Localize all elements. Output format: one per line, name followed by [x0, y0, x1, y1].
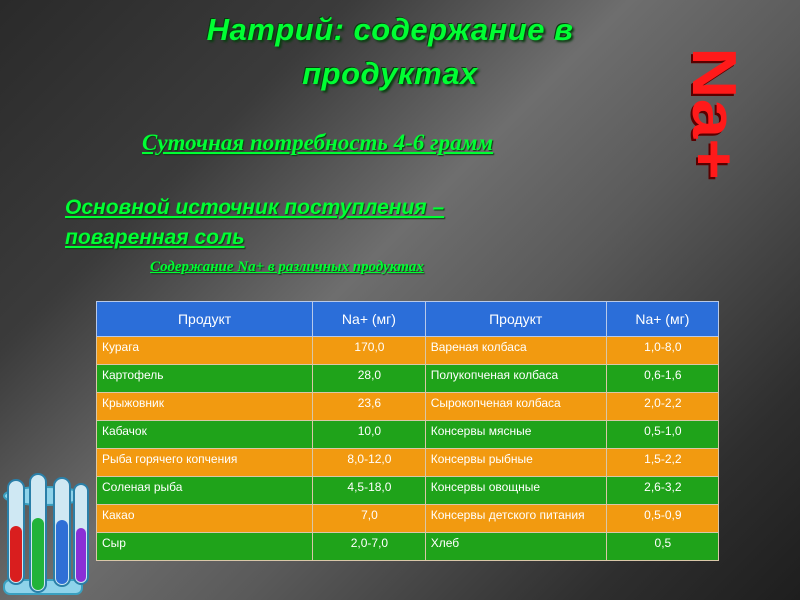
- table-caption: Содержание Na+ в различных продуктах: [150, 259, 424, 275]
- product-cell: Консервы рыбные: [425, 449, 606, 477]
- header-product-1: Продукт: [97, 302, 313, 337]
- product-cell: Рыба горячего копчения: [97, 449, 313, 477]
- tube-red-liquid: [10, 526, 22, 582]
- na-value-cell: 170,0: [313, 337, 426, 365]
- na-value-cell: 0,5: [606, 533, 718, 561]
- na-value-cell: 23,6: [313, 393, 426, 421]
- header-na-1: Na+ (мг): [313, 302, 426, 337]
- product-cell: Какао: [97, 505, 313, 533]
- tube-blue-liquid: [56, 520, 68, 584]
- product-cell: Сыр: [97, 533, 313, 561]
- na-value-cell: 0,5-0,9: [606, 505, 718, 533]
- na-logo: [664, 46, 764, 180]
- daily-need-text: Суточная потребность 4-6 грамм: [142, 130, 494, 155]
- header-product-2: Продукт: [425, 302, 606, 337]
- product-cell: Крыжовник: [97, 393, 313, 421]
- product-cell: Картофель: [97, 365, 313, 393]
- table-row: [97, 449, 719, 477]
- na-value-cell: 1,0-8,0: [606, 337, 718, 365]
- main-source-line-2: поваренная соль: [65, 226, 245, 249]
- na-logo-text: Na+: [679, 46, 749, 180]
- product-cell: Курага: [97, 337, 313, 365]
- table-row: [97, 533, 719, 561]
- title-line-1: Натрий: содержание в: [206, 12, 574, 47]
- tube-green-liquid: [32, 518, 44, 590]
- sodium-table: [96, 301, 719, 561]
- main-source-text: [65, 193, 625, 253]
- na-value-cell: 4,5-18,0: [313, 477, 426, 505]
- product-cell: Соленая рыба: [97, 477, 313, 505]
- title-line-2: продуктах: [302, 56, 478, 91]
- table-row: [97, 477, 719, 505]
- product-cell: Кабачок: [97, 421, 313, 449]
- header-na-2: Na+ (мг): [606, 302, 718, 337]
- page-title: [90, 8, 690, 96]
- product-cell: Полукопченая колбаса: [425, 365, 606, 393]
- table-row: [97, 393, 719, 421]
- table-row: [97, 337, 719, 365]
- na-value-cell: 28,0: [313, 365, 426, 393]
- product-cell: Консервы овощные: [425, 477, 606, 505]
- table-row: [97, 421, 719, 449]
- tube-purple-liquid: [76, 528, 86, 582]
- product-cell: Консервы детского питания: [425, 505, 606, 533]
- product-cell: Консервы мясные: [425, 421, 606, 449]
- table-row: [97, 365, 719, 393]
- na-value-cell: 8,0-12,0: [313, 449, 426, 477]
- product-cell: Вареная колбаса: [425, 337, 606, 365]
- na-value-cell: 0,6-1,6: [606, 365, 718, 393]
- table-row: [97, 505, 719, 533]
- product-cell: Хлеб: [425, 533, 606, 561]
- na-value-cell: 2,0-7,0: [313, 533, 426, 561]
- na-value-cell: 2,0-2,2: [606, 393, 718, 421]
- na-value-cell: 0,5-1,0: [606, 421, 718, 449]
- product-cell: Сырокопченая колбаса: [425, 393, 606, 421]
- na-value-cell: 1,5-2,2: [606, 449, 718, 477]
- na-value-cell: 2,6-3,2: [606, 477, 718, 505]
- test-tubes-illustration: [0, 468, 100, 600]
- na-value-cell: 7,0: [313, 505, 426, 533]
- main-source-line-1: Основной источник поступления –: [65, 196, 445, 219]
- na-value-cell: 10,0: [313, 421, 426, 449]
- table-header-row: [97, 302, 719, 337]
